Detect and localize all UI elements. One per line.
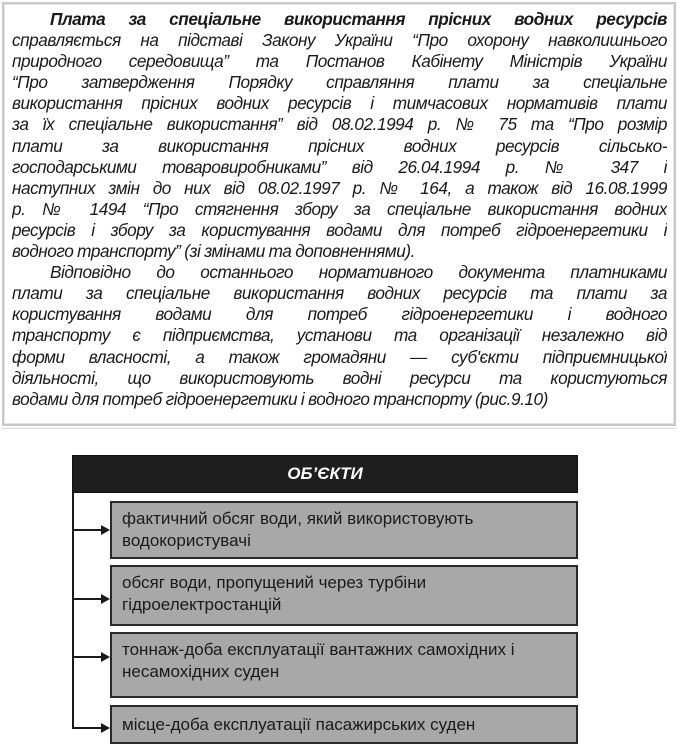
diagram-item <box>110 565 578 626</box>
text-line: плати за використання прісних водних ресурсів сільсько- <box>12 135 667 156</box>
item-text: водокористувачі <box>122 531 251 550</box>
text-line: справляється на підставі Закону України “Про охорону навколишнього <box>12 30 667 51</box>
text-line: плати за спеціальне використання водних ресурсів та плати за <box>12 283 667 304</box>
text-line: Відповідно до останнього нормативного документа платниками <box>50 262 667 283</box>
item-text: обсяг води, пропущений через турбіни <box>122 573 427 592</box>
bold-lead: Плата за спеціальне використання прісних водних ресурсів <box>50 9 667 29</box>
item-text: несамохідних суден <box>122 662 280 681</box>
arrow-connector <box>73 656 103 658</box>
arrow-right-icon <box>101 723 110 733</box>
text-line: форми власності, а також громадяни — суб'єкти підприємницької <box>12 346 667 367</box>
arrow-right-icon <box>101 525 110 535</box>
arrow-right-icon <box>101 594 110 604</box>
arrow-connector <box>73 529 103 531</box>
text-line: водами для потреб гідроенергетики і водного транспорту (рис.9.10) <box>12 388 548 409</box>
text-line: за їх спеціальне використання” від 08.02.1994 р. № 75 та “Про розмір <box>12 114 667 135</box>
diagram-item <box>110 632 578 698</box>
text-line: природного середовища” та Постанов Кабінету Міністрів України <box>12 51 667 72</box>
text-line: діяльності, що використовують водні ресурси та користуються <box>12 367 667 388</box>
diagram-header: ОБ’ЄКТИ <box>72 455 578 493</box>
text-line: господарськими товаровиробниками” від 26.04.1994 р. № 347 і <box>12 156 667 177</box>
diagram-item <box>110 705 578 744</box>
arrow-connector <box>73 598 103 600</box>
arrow-connector <box>73 727 103 729</box>
text-line: р. № 1494 “Про стягнення збору за спеціальне використання водних <box>12 198 667 219</box>
item-text: гідроелектростанцій <box>122 595 282 614</box>
diagram-item <box>110 501 578 559</box>
item-text: місце-доба експлуатації пасажирських суден <box>122 715 476 734</box>
text-line: транспорту є підприємства, установи та організації незалежно від <box>12 325 667 346</box>
text-line: наступних змін до них від 08.02.1997 р. № 164, а також від 16.08.1999 <box>12 177 667 198</box>
text-line: користування водами для потреб гідроенергетики і водного <box>12 304 667 325</box>
text-line: “Про затвердження Порядку справляння плати за спеціальне <box>12 72 667 93</box>
text-line: ресурсів і збору за користування водами для потреб гідроенергетики і <box>12 219 667 240</box>
text-line: використання прісних водних ресурсів і тимчасових нормативів плати <box>12 93 667 114</box>
arrow-right-icon <box>101 652 110 662</box>
text-line: водного транспорту” (зі змінами та доповненнями). <box>12 241 415 262</box>
item-text: фактичний обсяг води, який використовують <box>122 509 474 528</box>
item-text: тоннаж-доба експлуатації вантажних самохідних і <box>122 640 515 659</box>
